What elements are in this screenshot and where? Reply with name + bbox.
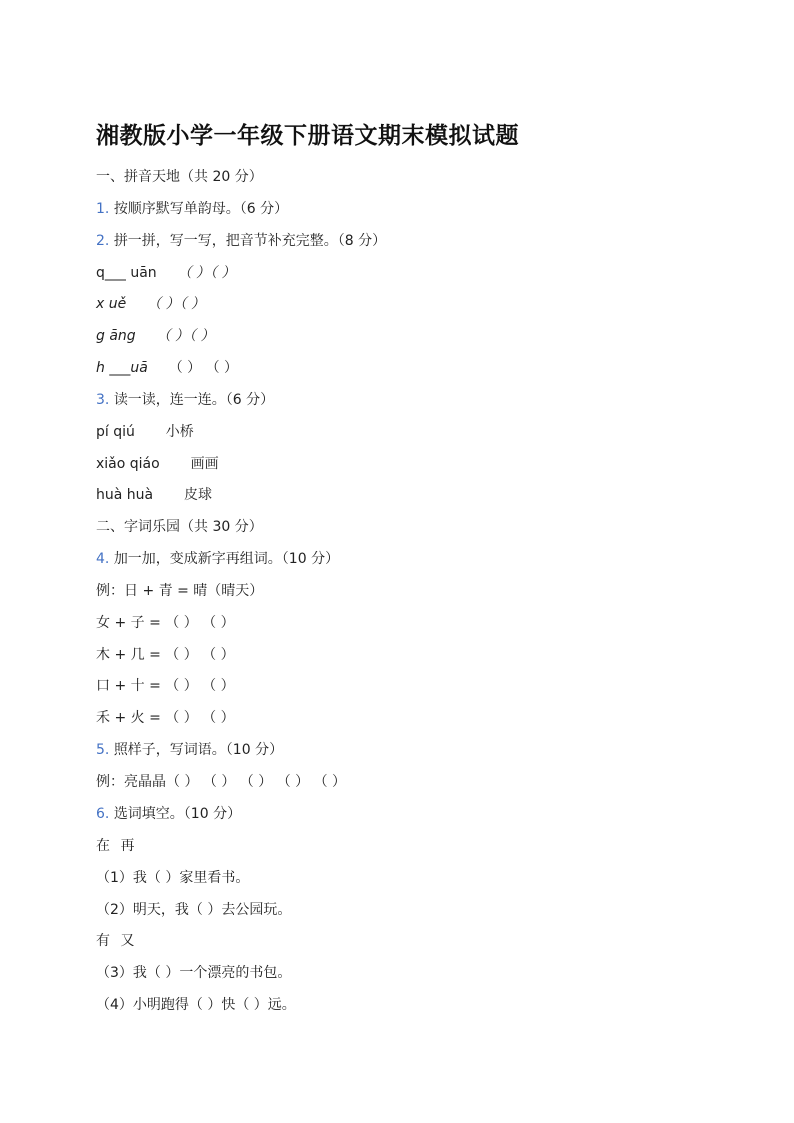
answer-blanks: （ ）（ ） [177, 265, 236, 281]
question-number: 2. [96, 233, 110, 249]
pinyin-row [96, 264, 235, 282]
syllable: h ___uā [96, 360, 148, 376]
answer-blanks: （ ） （ ） [168, 360, 239, 376]
fill-item: （2）明天，我（ ）去公园玩。 [96, 902, 292, 918]
question-2 [96, 232, 386, 250]
question-number: 4. [96, 551, 110, 567]
section-header-pinyin: 一、拼音天地（共 20 分） [96, 169, 263, 185]
fill-item: （3）我（ ）一个漂亮的书包。 [96, 965, 292, 981]
syllable: x uě [96, 296, 127, 312]
question-3 [96, 391, 274, 409]
char-add-row: 木 + 几 = （ ） （ ） [96, 647, 235, 663]
match-pinyin: xiǎo qiáo [96, 456, 160, 472]
word-choices: 在 再 [96, 838, 135, 854]
word-choices: 有 又 [96, 933, 135, 949]
question-text: 照样子，写词语。（10 分） [113, 742, 284, 758]
section-header-words: 二、字词乐园（共 30 分） [96, 519, 263, 535]
char-add-row: 口 + 十 = （ ） （ ） [96, 678, 235, 694]
question-text: 读一读，连一连。（6 分） [113, 392, 275, 408]
question-1 [96, 200, 288, 218]
answer-blanks: （ ）（ ） [147, 296, 206, 312]
pinyin-row [96, 295, 205, 313]
match-word: 小桥 [165, 424, 194, 440]
question-number: 1. [96, 201, 110, 217]
question-number: 6. [96, 806, 110, 822]
match-word: 画画 [190, 456, 219, 472]
fill-item: （4）小明跑得（ ）快（ ）远。 [96, 997, 296, 1013]
pinyin-row [96, 359, 238, 377]
question-text: 选词填空。（10 分） [113, 806, 242, 822]
question-text: 拼一拼，写一写，把音节补充完整。（8 分） [113, 233, 387, 249]
example-line: 例：亮晶晶（ ） （ ） （ ） （ ） （ ） [96, 774, 347, 790]
page-title: 湘教版小学一年级下册语文期末模拟试题 [96, 123, 519, 149]
answer-blanks: （ ）（ ） [156, 328, 215, 344]
question-6 [96, 805, 241, 823]
match-pair [96, 423, 194, 441]
syllable: g āng [96, 328, 136, 344]
match-pinyin: pí qiú [96, 424, 135, 440]
char-add-row: 女 + 子 = （ ） （ ） [96, 615, 235, 631]
match-pinyin: huà huà [96, 487, 154, 503]
question-text: 加一加，变成新字再组词。（10 分） [113, 551, 340, 567]
char-add-row: 禾 + 火 = （ ） （ ） [96, 710, 235, 726]
match-pair [96, 486, 212, 504]
question-text: 按顺序默写单韵母。（6 分） [113, 201, 289, 217]
question-5 [96, 741, 283, 759]
pinyin-row [96, 327, 215, 345]
match-word: 皮球 [184, 487, 213, 503]
question-4 [96, 550, 339, 568]
fill-item: （1）我（ ）家里看书。 [96, 870, 250, 886]
question-number: 5. [96, 742, 110, 758]
example-line: 例：日 + 青 = 晴（晴天） [96, 583, 264, 599]
match-pair [96, 455, 219, 473]
question-number: 3. [96, 392, 110, 408]
syllable: q___ uān [96, 265, 157, 281]
